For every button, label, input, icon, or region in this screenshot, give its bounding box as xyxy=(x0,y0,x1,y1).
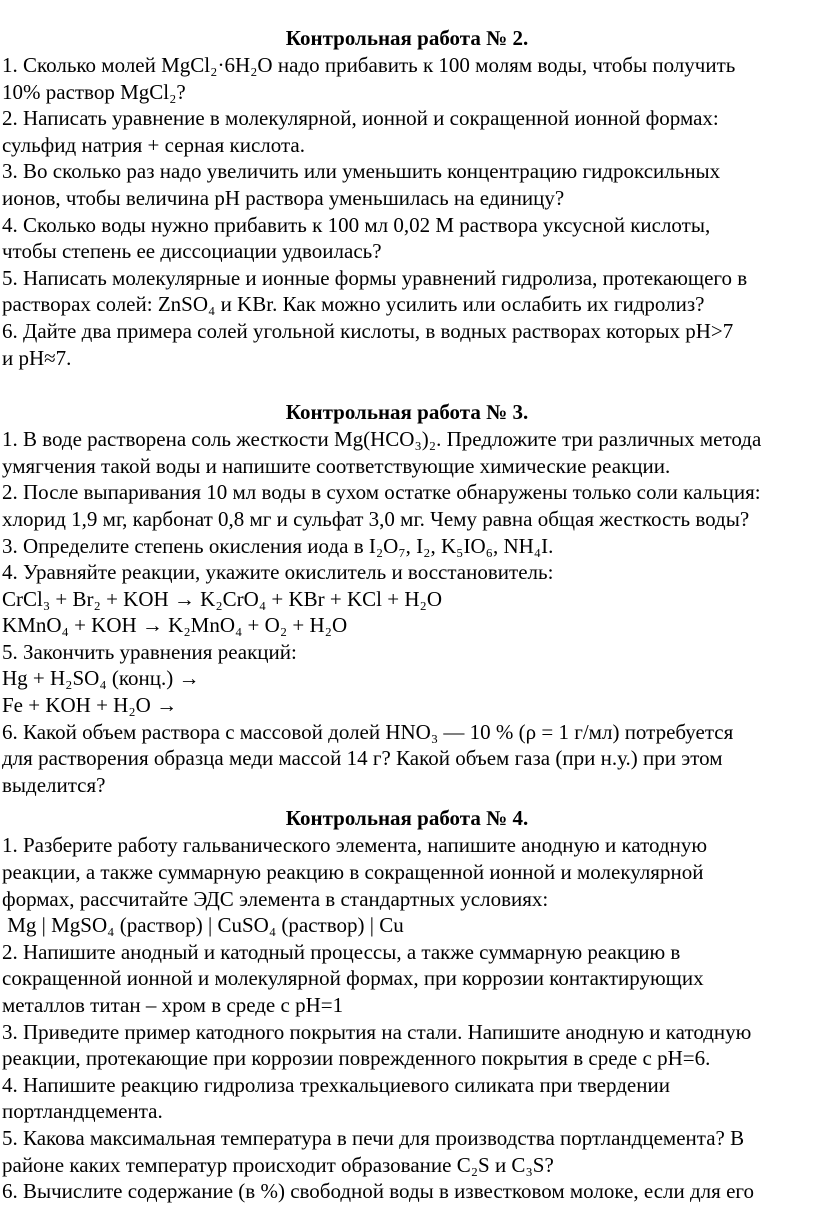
text-line: 3. Приведите пример катодного покрытия на стали. Напишите анодную и катодную xyxy=(2,1019,752,1044)
section-title: Контрольная работа № 3. xyxy=(285,400,529,425)
section-gap xyxy=(2,371,812,398)
text-line: 4. Уравняйте реакции, укажите окислитель и восстановитель: xyxy=(2,560,554,585)
text-line: 5. Написать молекулярные и ионные формы уравнений гидролиза, протекающего в xyxy=(2,265,748,290)
text-line: выделится? xyxy=(2,772,106,797)
text-line: портландцемента. xyxy=(2,1099,163,1124)
text-line: 6. Какой объем раствора с массовой долей HNO₃ — 10 % (ρ = 1 г/мл) потребуется xyxy=(2,719,734,744)
text-line: 4. Напишите реакцию гидролиза трехкальциевого силиката при твердении xyxy=(2,1072,670,1097)
text-line: сокращенной ионной и молекулярной формах, при коррозии контактирующих xyxy=(2,966,704,991)
equation-line: KMnO₄ + KOH → K₂MnO₄ + O₂ + H₂O xyxy=(2,613,348,638)
text-line: формах, рассчитайте ЭДС элемента в стандартных условиях: xyxy=(2,886,549,911)
text-line: хлорид 1,9 мг, карбонат 0,8 мг и сульфат 3,0 мг. Чему равна общая жесткость воды? xyxy=(2,506,750,531)
text-line: 3. Определите степень окисления иода в I₂O₇, I₂, K₅IO₆, NH₄I. xyxy=(2,533,554,558)
text-line: 6. Вычислите содержание (в %) свободной воды в известковом молоке, если для его xyxy=(2,1179,754,1204)
text-line: 1. В воде растворена соль жесткости Mg(HCO₃)₂. Предложите три различных метода xyxy=(2,427,762,452)
text-line: реакции, а также суммарную реакцию в сокращенной ионной и молекулярной xyxy=(2,860,704,885)
text-line: чтобы степень ее диссоциации удвоилась? xyxy=(2,239,382,264)
equation-line: CrCl₃ + Br₂ + KOH → K₂CrO₄ + KBr + KCl + H₂O xyxy=(2,586,442,611)
text-line: умягчения такой воды и напишите соответствующие химические реакции. xyxy=(2,453,671,478)
text-line: 4. Сколько воды нужно прибавить к 100 мл 0,02 М раствора уксусной кислоты, xyxy=(2,212,711,237)
text-line: 1. Сколько молей MgCl₂·6H₂O надо прибавить к 100 молям воды, чтобы получить xyxy=(2,53,736,77)
text-line: районе каких температур происходит образование C₂S и C₃S? xyxy=(2,1152,554,1177)
section-title: Контрольная работа № 2. xyxy=(285,26,529,50)
equation-line: Mg | MgSO₄ (раствор) | CuSO₄ (раствор) | Cu xyxy=(2,913,404,938)
section-title: Контрольная работа № 4. xyxy=(285,806,529,831)
text-line: и pH≈7. xyxy=(2,345,72,370)
text-line: 5. Закончить уравнения реакций: xyxy=(2,639,297,664)
text-line: сульфид натрия + серная кислота. xyxy=(2,132,305,157)
text-line: 6. Дайте два примера солей угольной кислоты, в водных растворах которых pH>7 xyxy=(2,318,734,343)
text-line: 1. Разберите работу гальванического элемента, напишите анодную и катодную xyxy=(2,833,708,858)
text-line: 2. После выпаривания 10 мл воды в сухом остатке обнаружены только соли кальция: xyxy=(2,480,761,505)
text-line: реакции, протекающие при коррозии поврежденного покрытия в среде с pH=6. xyxy=(2,1046,711,1071)
text-line: растворах солей: ZnSO₄ и KBr. Как можно усилить или ослабить их гидролиз? xyxy=(2,292,705,317)
text-line: 10% раствор MgCl₂? xyxy=(2,79,186,104)
equation-line: Hg + H₂SO₄ (конц.) → xyxy=(2,666,200,691)
equation-line: Fe + KOH + H₂O → xyxy=(2,693,178,718)
text-line: 2. Написать уравнение в молекулярной, ионной и сокращенной ионной формах: xyxy=(2,106,719,131)
text-line: 3. Во сколько раз надо увеличить или уменьшить концентрацию гидроксильных xyxy=(2,159,721,184)
text-line: металлов титан – хром в среде с pH=1 xyxy=(2,993,344,1017)
text-line: 5. Какова максимальная температура в печи для производства портландцемента? В xyxy=(2,1125,745,1150)
text-line: для растворения образца меди массой 14 г? Какой объем газа (при н.у.) при этом xyxy=(2,746,723,771)
text-line: ионов, чтобы величина pH раствора уменьшилась на единицу? xyxy=(2,185,565,210)
text-line: 2. Напишите анодный и катодный процессы, а также суммарную реакцию в xyxy=(2,939,681,964)
